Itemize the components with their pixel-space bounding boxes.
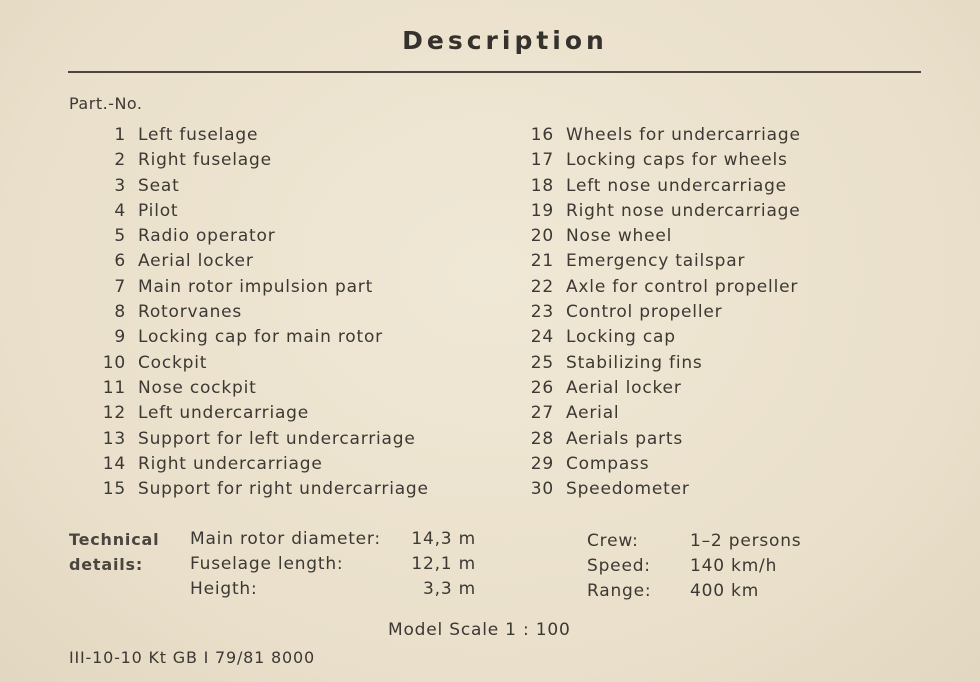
part-name: Aerial locker (566, 377, 682, 398)
part-number: 14 (102, 453, 126, 474)
technical-label-line1: Technical (69, 530, 160, 549)
part-name: Rotorvanes (138, 302, 243, 323)
part-name: Main rotor impulsion part (138, 276, 374, 297)
part-number: 9 (114, 327, 126, 348)
part-name: Support for left undercarriage (138, 428, 416, 449)
part-number: 18 (530, 175, 554, 196)
spec-speed-label: Speed: (587, 556, 651, 576)
part-row (92, 148, 429, 173)
part-number: 21 (530, 251, 554, 272)
part-number: 12 (102, 403, 126, 424)
part-name: Nose wheel (566, 226, 673, 247)
part-name: Wheels for undercarriage (566, 125, 801, 145)
parts-list-right (520, 123, 801, 502)
part-number: 20 (530, 226, 554, 247)
part-number: 5 (114, 226, 126, 247)
part-row (92, 174, 429, 199)
part-name: Nose cockpit (138, 377, 257, 398)
part-no-label: Part.-No. (69, 94, 143, 113)
part-number: 22 (530, 276, 554, 297)
part-row (92, 401, 429, 426)
part-number: 2 (114, 150, 126, 171)
part-number: 13 (102, 428, 126, 449)
part-name: Locking cap for main rotor (138, 327, 383, 348)
part-name: Aerial (566, 403, 620, 424)
part-name: Emergency tailspar (566, 251, 746, 272)
part-name: Aerials parts (566, 428, 684, 449)
part-name: Stabilizing fins (566, 352, 703, 373)
part-name: Axle for control propeller (566, 276, 799, 297)
part-row (92, 275, 429, 300)
part-name: Right fuselage (138, 150, 272, 171)
part-name: Locking caps for wheels (566, 150, 788, 171)
part-name: Support for right undercarriage (138, 479, 429, 500)
part-row (92, 427, 429, 452)
spec-range-label: Range: (587, 581, 652, 601)
part-row (520, 300, 801, 325)
model-scale: Model Scale 1 : 100 (388, 620, 571, 640)
part-name: Aerial locker (138, 251, 254, 272)
spec-crew-label: Crew: (587, 531, 639, 551)
part-number: 15 (102, 479, 126, 500)
part-row (92, 300, 429, 325)
part-row (520, 224, 801, 249)
part-row (92, 249, 429, 274)
part-row (520, 351, 801, 376)
part-number: 6 (114, 251, 126, 272)
page-title: Description (402, 26, 608, 55)
part-number: 25 (530, 352, 554, 373)
spec-main-rotor-label: Main rotor diameter: (190, 529, 381, 549)
part-row (520, 148, 801, 173)
spec-fuselage-value: 12,1 m (411, 554, 476, 574)
part-number: 7 (114, 276, 126, 297)
technical-label-line2: details: (69, 555, 144, 574)
parts-list-left (92, 123, 429, 502)
part-number: 10 (102, 352, 126, 373)
part-row (92, 351, 429, 376)
title-rule (68, 71, 921, 73)
part-number: 23 (530, 302, 554, 323)
part-number: 8 (114, 302, 126, 323)
part-row (92, 376, 429, 401)
part-number: 26 (530, 377, 554, 398)
part-number: 29 (530, 453, 554, 474)
part-row (520, 123, 801, 148)
part-name: Speedometer (566, 479, 690, 500)
part-row (520, 249, 801, 274)
part-name: Control propeller (566, 302, 723, 323)
part-number: 28 (530, 428, 554, 449)
part-name: Seat (138, 175, 180, 196)
part-name: Cockpit (138, 352, 208, 373)
part-row (92, 325, 429, 350)
part-name: Radio operator (138, 226, 276, 247)
part-row (92, 452, 429, 477)
part-row (92, 199, 429, 224)
part-number: 4 (114, 200, 126, 221)
part-number: 24 (530, 327, 554, 348)
part-row (520, 401, 801, 426)
part-row (92, 477, 429, 502)
spec-height-label: Heigth: (190, 579, 258, 599)
part-number: 30 (530, 479, 554, 500)
part-name: Right nose undercarriage (566, 200, 801, 221)
part-name: Pilot (138, 200, 179, 221)
part-row (520, 427, 801, 452)
part-number: 11 (102, 377, 126, 398)
part-number: 19 (530, 200, 554, 221)
part-row (92, 224, 429, 249)
part-row (520, 376, 801, 401)
part-row (520, 325, 801, 350)
part-number: 3 (114, 175, 126, 196)
part-row (92, 123, 429, 148)
part-name: Left fuselage (138, 125, 259, 145)
spec-range-value: 400 km (690, 581, 760, 601)
technical-details-label (69, 527, 159, 577)
part-name: Left nose undercarriage (566, 175, 787, 196)
part-row (520, 452, 801, 477)
part-row (520, 174, 801, 199)
spec-speed-value: 140 km/h (690, 556, 778, 576)
part-name: Right undercarriage (138, 453, 323, 474)
part-row (520, 275, 801, 300)
spec-crew-value: 1–2 persons (690, 531, 802, 551)
print-code: III-10-10 Kt GB I 79/81 8000 (69, 648, 315, 667)
spec-fuselage-label: Fuselage length: (190, 554, 344, 574)
spec-height-value: 3,3 m (423, 579, 476, 599)
part-number: 16 (530, 125, 554, 145)
part-row (520, 477, 801, 502)
part-name: Left undercarriage (138, 403, 310, 424)
spec-main-rotor-value: 14,3 m (411, 529, 476, 549)
part-number: 27 (530, 403, 554, 424)
part-name: Compass (566, 453, 650, 474)
part-number: 1 (114, 125, 126, 145)
part-number: 17 (530, 150, 554, 171)
part-name: Locking cap (566, 327, 676, 348)
part-row (520, 199, 801, 224)
